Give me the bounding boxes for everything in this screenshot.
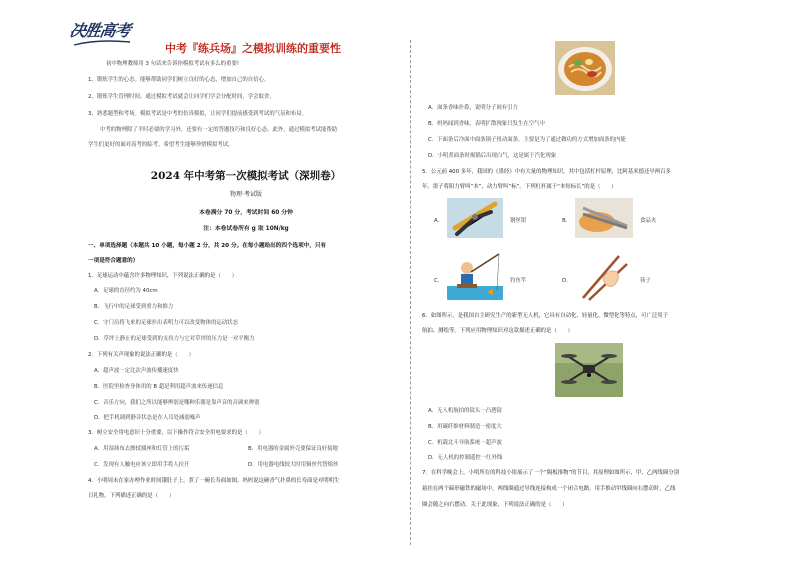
intro-line: 学生们更好的面对高考的临考，希望考生能够珍惜模拟考试。 — [88, 142, 234, 148]
question-option: B．妈妈闻到香味，表明扩散现象只发生在空气中 — [428, 121, 545, 127]
question-stem: 圈会随之向右摆动。关于此现象，下列说法正确的是（ ） — [422, 502, 568, 508]
question-stem: 4．小明周末在家办理作业时间饿肚子上，煮了一碗长寿面如图，妈妈说这碗香气扑鼻的长寿面是对明明生 — [88, 478, 340, 484]
banner-title: 中考『练兵场』之模拟训练的重要性 — [165, 42, 341, 55]
question-stem: 2．下列有关声现象的说法正确的是（ ） — [88, 352, 194, 358]
intro-line: 1、锻炼学生的心态。能够帮助同学们树立良好的心态，增加自己的自信心。 — [88, 77, 270, 83]
question-option: B．用碳纤维材料制造一密度大 — [428, 424, 502, 430]
question-stem: 航拍、测绘等。下列应用物理知识对这款描述正确的是（ ） — [422, 328, 573, 334]
question-option: C．下面条后冷面中面条锅子扭动面条，主要是为了通过做功的方式增加面条的内能 — [428, 137, 626, 143]
column-divider — [410, 40, 411, 545]
question-stem: 7．在科学晚会上，小明所在的科技小组展示了一个“隔板推物”的节目，其原理如图所示，甲、乙两线圈分别 — [422, 470, 679, 476]
question-option: C．音乐方向，我们之所以能够辨别是哪种乐器是靠声音的音调来辨别 — [94, 400, 260, 406]
brand-logo — [70, 18, 136, 48]
section-heading: 一、单项选择题（本题共 10 小题，每小题 2 分，共 20 分。在每小题给出的四个选项中，只有 — [88, 243, 327, 249]
option-letter: B． — [562, 218, 572, 224]
question-option: D．草坪上静止的足球受到的支持力与它对草坪的压力是一对平衡力 — [94, 336, 255, 342]
question-option: A．用湿抹布去擦拭插座和灯管上的污垢 — [94, 446, 190, 452]
option-caption: 食品夹 — [640, 218, 657, 224]
option-caption: 钓鱼竿 — [510, 278, 527, 284]
fishing-rod-cartoon — [447, 250, 503, 300]
option-letter: D． — [562, 278, 572, 284]
intro-line: 3、熟悉题型和考场。模拟考试是中考的仿真模拟，让同学们提前感受到考试的气氛和布局。 — [88, 111, 308, 117]
question-stem: 6．如图所示，是我国自主研究生产的新型无人机，它具有自动化、轻量化、微型化等特点，可广泛用于 — [422, 313, 669, 319]
noodle-bowl-photo — [555, 41, 615, 95]
question-option: B．飞行中的足球受到重力和推力 — [94, 304, 174, 310]
question-option: C．机载北斗导航系统一超声波 — [428, 440, 502, 446]
question-stem: 日礼物。下列描述正确的是（ ） — [88, 493, 175, 499]
question-option: D．把手机调到静音状态是在人耳处减弱噪声 — [94, 415, 201, 421]
question-option: D．小明煮面条时揭锅后出现白气，这是属于汽化现象 — [428, 153, 557, 159]
question-option: D．无人机的控制遥控一红外线 — [428, 455, 503, 461]
question-option: A．足球的直径约为 40cm — [94, 288, 158, 294]
question-stem: 年。墨子将阻力臂叫“本”，动力臂叫“标”。下列杠杆属于“本短标长”的是（ ） — [422, 184, 617, 190]
option-letter: C． — [434, 278, 444, 284]
chopsticks-illustration — [575, 250, 633, 302]
question-option: B．用电器的金属外壳要保证良好接地 — [248, 446, 338, 452]
pliers-photo — [447, 198, 503, 238]
drone-photo — [555, 343, 623, 397]
exam-subject: 物理·考试版 — [230, 191, 262, 198]
question-option: A．无人机航拍的镜头一凸透镜 — [428, 408, 502, 414]
question-option: C．发现有人触电应该立即用手将人拉开 — [94, 462, 190, 468]
logo-swoosh-icon — [72, 39, 132, 47]
question-option: B．医院里检查身体用的 B 超是利用超声波来传递信息 — [94, 384, 224, 390]
option-caption: 钢丝钳 — [510, 218, 527, 224]
exam-note: 注：本卷试卷所有 g 取 10N/kg — [203, 226, 289, 232]
intro-line: 中考的物理除了平时必要的学习外，还要有一定的答题技巧和良好心态。此外，通过模拟考试能帮助 — [100, 127, 338, 133]
option-caption: 筷子 — [640, 278, 651, 284]
section-heading: 一项是符合题意的） — [88, 258, 139, 264]
question-option: A．面条香味扑鼻，说明分子间有引力 — [428, 105, 518, 111]
exam-meta: 本卷满分 70 分，考试时间 60 分钟 — [199, 210, 293, 216]
intro-line: 初中物理教师用 3 句话来告诉你模拟考试有多么的重要! — [106, 61, 240, 67]
question-option: D．用电器电线较大时用铜丝代替熔丝 — [248, 462, 339, 468]
question-stem: 悬挂在两个蹄形磁铁的磁场中，两线圈通过导线连接构成一个闭合电路，用手推动甲线圈向右摆动时，乙线 — [422, 486, 676, 492]
question-stem: 5．公元前 400 多年，我国的《墨经》中有大量的物理知识，其中包括杠杆原理，比阿基米德还早两百多 — [422, 169, 671, 175]
intro-line: 2、锻炼学生管理时间。通过模拟考试就会让同学们学会分配时间，学会取舍。 — [88, 94, 275, 100]
exam-title: 2024 年中考第一次模拟考试（深圳卷） — [150, 170, 342, 182]
question-option: A．超声波一定比次声波传播速度快 — [94, 368, 179, 374]
question-option: C．守门员将飞来的足球扑出表明力可以改变物体的运动状态 — [94, 320, 238, 326]
question-stem: 1．足球运动中蕴含许多物理知识，下列说法正确的是（ ） — [88, 273, 237, 279]
tongs-photo — [575, 198, 633, 238]
logo-text: 决胜高考 — [68, 21, 132, 40]
option-letter: A． — [434, 218, 444, 224]
question-stem: 3．树立安全用电意识十分重要，以下操作符合安全用电要求的是（ ） — [88, 430, 264, 436]
